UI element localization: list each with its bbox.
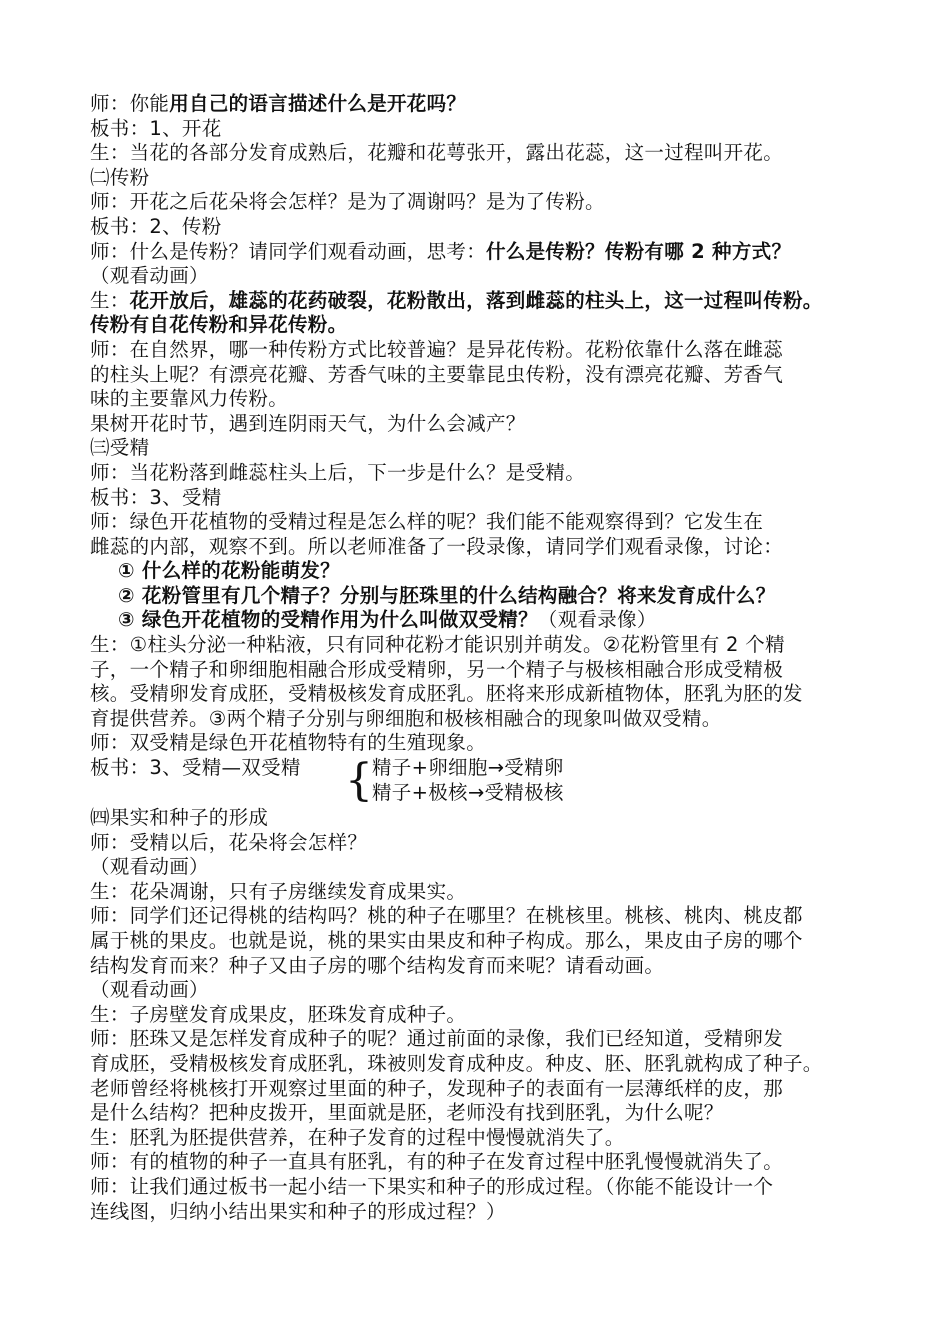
speaker-text: 师：你能 <box>90 92 170 115</box>
paragraph: 育成胚，受精极核发育成胚乳，珠被则发育成种皮。种皮、胚、胚乳就构成了种子。 <box>90 1051 823 1075</box>
paragraph: 师：双受精是绿色开花植物特有的生殖现象。 <box>90 731 487 755</box>
paragraph: 师：当花粉落到雌蕊柱头上后，下一步是什么？是受精。 <box>90 460 586 484</box>
paragraph: 生：①柱头分泌一种粘液，只有同种花粉才能识别并萌发。②花粉管里有 2 个精 <box>90 633 785 657</box>
paragraph: 核。受精卵发育成胚，受精极核发育成胚乳。胚将来形成新植物体，胚乳为胚的发 <box>90 682 803 706</box>
paragraph: 师：受精以后，花朵将会怎样？ <box>90 830 368 854</box>
speaker-text: 生： <box>90 288 130 312</box>
discussion-question <box>90 608 880 633</box>
board-note: 板书：3、受精—双受精 <box>90 756 301 780</box>
board-brace-diagram <box>90 756 880 806</box>
paragraph: 是什么结构？把种皮拨开，里面就是胚，老师没有找到胚乳，为什么呢？ <box>90 1101 724 1125</box>
activity-note: （观看动画） <box>90 855 209 879</box>
paragraph: 生：子房壁发育成果皮，胚珠发育成种子。 <box>90 1002 467 1026</box>
paragraph: 老师曾经将桃核打开观察过里面的种子，发现种子的表面有一层薄纸样的皮，那 <box>90 1076 784 1100</box>
section-heading: ㈢受精 <box>90 436 150 460</box>
paragraph: 连线图，归纳小结出果实和种子的形成过程？） <box>90 1199 506 1223</box>
bold-question: ③ 绿色开花植物的受精作用为什么叫做双受精？ <box>118 608 538 632</box>
bold-answer: 花开放后，雄蕊的花药破裂，花粉散出，落到雌蕊的柱头上，这一过程叫传粉。 <box>129 288 823 312</box>
bold-answer: 传粉有自花传粉和异花传粉。 <box>90 313 348 337</box>
document-page <box>90 92 880 1224</box>
paragraph: 师：绿色开花植物的受精过程是怎么样的呢？我们能不能观察得到？它发生在 <box>90 510 764 534</box>
paragraph: 结构发育而来？种子又由子房的哪个结构发育而来呢？请看动画。 <box>90 953 665 977</box>
paragraph: 师：开花之后花朵将会怎样？是为了凋谢吗？是为了传粉。 <box>90 190 605 214</box>
section-heading: ㈡传粉 <box>90 165 150 189</box>
paragraph: 子，一个精子和卵细胞相融合形成受精卵，另一个精子与极核相融合形成受精极 <box>90 657 784 681</box>
paragraph: 果树开花时节，遇到连阴雨天气，为什么会减产？ <box>90 411 526 435</box>
paragraph <box>90 92 880 117</box>
bold-question: 什么是传粉？传粉有哪 2 种方式？ <box>486 239 792 263</box>
paragraph: 生：当花的各部分发育成熟后，花瓣和花萼张开，露出花蕊，这一过程叫开花。 <box>90 141 784 165</box>
bold-question: 用自己的语言描述什么是开花吗？ <box>169 92 467 115</box>
paragraph: 育提供营养。③两个精子分别与卵细胞和极核相融合的现象叫做双受精。 <box>90 706 722 730</box>
paragraph: 属于桃的果皮。也就是说，桃的果实由果皮和种子构成。那么，果皮由子房的哪个 <box>90 929 803 952</box>
paragraph: 师：有的植物的种子一直具有胚乳，有的种子在发育过程中胚乳慢慢就消失了。 <box>90 1150 784 1174</box>
paragraph: 师：让我们通过板书一起小结一下果实和种子的形成过程。（你能不能设计一个 <box>90 1174 774 1198</box>
paragraph: 生：花朵凋谢，只有子房继续发育成果实。 <box>90 879 467 903</box>
board-note: 板书：3、受精 <box>90 485 222 509</box>
activity-note: （观看录像） <box>537 608 657 632</box>
board-note: 板书：1、开花 <box>90 116 222 140</box>
paragraph: 的柱头上呢？有漂亮花瓣、芳香气味的主要靠昆虫传粉，没有漂亮花瓣、芳香气 <box>90 362 784 386</box>
speaker-text: 师：什么是传粉？请同学们观看动画，思考： <box>90 239 487 263</box>
paragraph: 雌蕊的内部，观察不到。所以老师准备了一段录像，请同学们观看录像，讨论： <box>90 534 784 558</box>
activity-note: （观看动画） <box>90 978 209 1002</box>
brace-items <box>372 756 564 805</box>
paragraph <box>90 240 880 265</box>
formula-line: 精子+卵细胞→受精卵 <box>372 756 564 780</box>
paragraph <box>90 289 880 314</box>
paragraph: 师：在自然界，哪一种传粉方式比较普遍？是异花传粉。花粉依靠什么落在雌蕊 <box>90 337 784 361</box>
discussion-question: ① 什么样的花粉能萌发？ <box>118 559 340 583</box>
paragraph: 生：胚乳为胚提供营养，在种子发育的过程中慢慢就消失了。 <box>90 1125 625 1149</box>
paragraph: 师：同学们还记得桃的结构吗？桃的种子在哪里？在桃核里。桃核、桃肉、桃皮都 <box>90 904 803 928</box>
board-note: 板书：2、传粉 <box>90 214 222 238</box>
discussion-question: ② 花粉管里有几个精子？分别与胚珠里的什么结构融合？将来发育成什么？ <box>118 583 776 607</box>
formula-line: 精子+极核→受精极核 <box>372 780 564 804</box>
paragraph: 师：胚珠又是怎样发育成种子的呢？通过前面的录像，我们已经知道，受精卵发 <box>90 1027 784 1051</box>
section-heading: ㈣果实和种子的形成 <box>90 806 269 830</box>
brace-symbol: { <box>345 755 373 807</box>
activity-note: （观看动画） <box>90 264 209 288</box>
paragraph: 味的主要靠风力传粉。 <box>90 387 289 411</box>
